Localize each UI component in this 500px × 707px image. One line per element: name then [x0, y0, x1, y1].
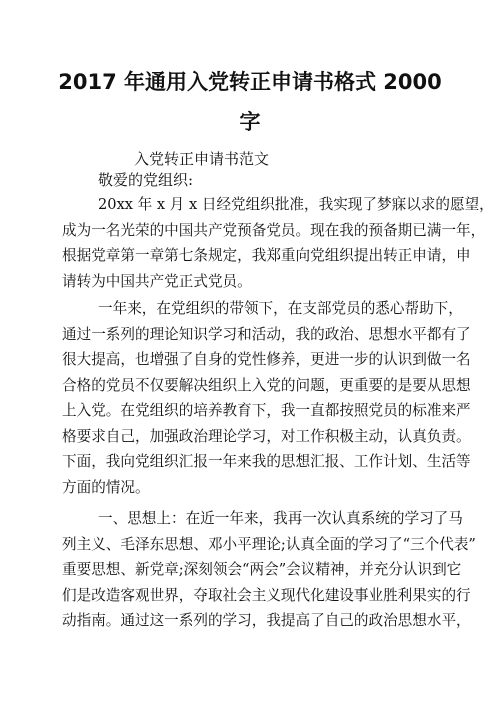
paragraph-line: 动指南。通过这一系列的学习，我提高了自己的政治思想水平， [62, 612, 471, 629]
paragraph-2 [62, 296, 471, 500]
paragraph-line: 列主义、毛泽东思想、邓小平理论;认真全面的学习了“三个代表” [62, 535, 476, 553]
paragraph-line: 成为一名光荣的中国共产党预备党员。现在我的预备期已满一年， [62, 221, 486, 239]
paragraph-line: 通过一系列的理论知识学习和活动，我的政治、思想水平都有了 [62, 325, 471, 343]
paragraph-line: 20xx 年 x 月 x 日经党组织批准，我实现了梦寐以求的愿望， [98, 196, 494, 213]
document-title-line1: 2017 年通用入党转正申请书格式 2000 [58, 70, 442, 94]
document-title-line2: 字 [239, 110, 261, 134]
paragraph-line: 请转为中国共产党正式党员。 [62, 272, 252, 290]
paragraph-line: 很大提高，也增强了自身的党性修养，更进一步的认识到做一名 [62, 351, 471, 368]
paragraph-line: 格要求自己，加强政治理论学习，对工作积极主动，认真负责。 [62, 427, 471, 445]
paragraph-line: 一、思想上：在近一年来，我再一次认真系统的学习了马 [98, 510, 463, 527]
paragraph-line: 上入党。在党组织的培养教育下，我一直都按照党员的标准来严 [62, 402, 471, 419]
paragraph-line: 一年来，在党组织的带领下，在支部党员的悉心帮助下， [98, 300, 463, 317]
paragraph-line: 方面的情况。 [62, 478, 150, 496]
paragraph-line: 们是改造客观世界，夺取社会主义现代化建设事业胜利果实的行 [62, 586, 471, 604]
paragraph-line: 重要思想、新党章;深刻领会“两会”会议精神，并充分认识到它 [62, 561, 462, 578]
paragraph-3 [62, 506, 476, 634]
paragraph-1 [62, 192, 494, 294]
paragraph-line: 下面，我向党组织汇报一年来我的思想汇报、工作计划、生活等 [62, 453, 471, 470]
salutation: 敬爱的党组织: [98, 171, 194, 189]
paragraph-line: 根据党章第一章第七条规定，我郑重向党组织提出转正申请，申 [62, 247, 471, 264]
paragraph-line: 合格的党员不仅要解决组织上入党的问题，更重要的是要从思想 [62, 376, 471, 394]
document-subtitle: 入党转正申请书范文 [134, 150, 270, 168]
